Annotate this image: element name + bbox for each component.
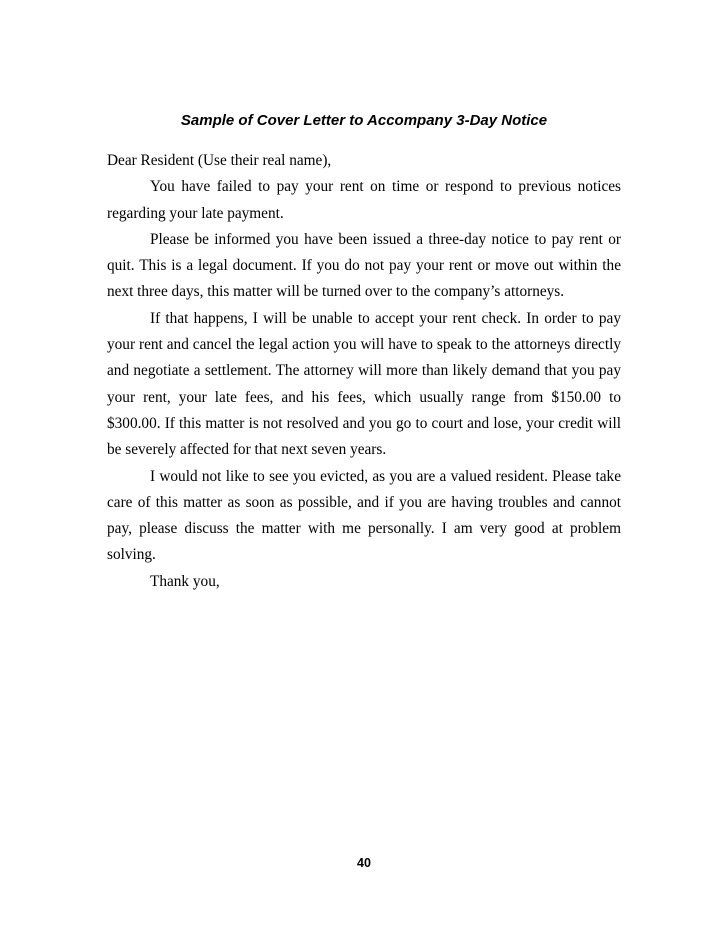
closing: Thank you, [150, 572, 220, 590]
paragraph-three-day-notice: Please be informed you have been issued a three-day notice to pay rent or quit. This is a legal document. If you do not pay your rent or move out within the next three days, this matter will be turned over to the company’s attorneys. [107, 230, 621, 301]
page-title: Sample of Cover Letter to Accompany 3-Day Notice [180, 112, 548, 129]
letter-body [107, 148, 621, 595]
salutation: Dear Resident (Use their real name), [107, 152, 332, 169]
page-number: 40 [357, 856, 371, 870]
paragraph-attorneys: If that happens, I will be unable to accept your rent check. In order to pay your rent and cancel the legal action you will have to speak to the attorneys directly and negotiate a settlement. The attorney will more than likely demand that you pay your rent, your late fees, and his fees, which usually range from $150.00 to $300.00. If this matter is not resolved and you go to court and lose, your credit will be severely affected for that next seven years. [107, 309, 621, 459]
paragraph-late-payment: You have failed to pay your rent on time or respond to previous notices regarding your late payment. [107, 178, 621, 222]
paragraph-valued-resident: I would not like to see you evicted, as you are a valued resident. Please take care of this matter as soon as possible, and if you are having troubles and cannot pay, please discuss the matter with me personally. I am very good at problem solving. [107, 467, 621, 564]
